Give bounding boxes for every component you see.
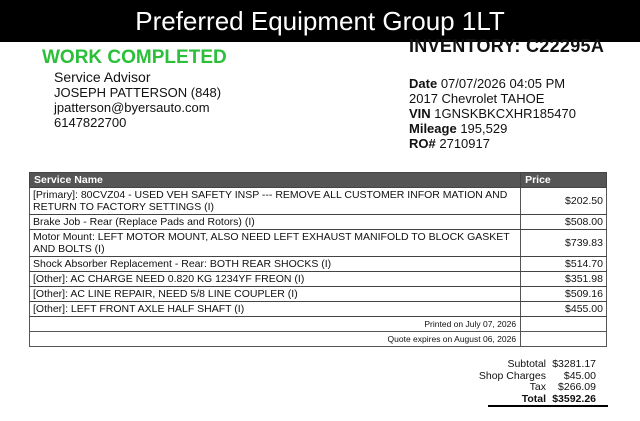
service-price-cell: $514.70 [521,257,607,272]
expires-note: Quote expires on August 06, 2026 [30,332,521,347]
total-line [470,394,596,406]
column-header-price: Price [521,173,607,188]
advisor-title: Service Advisor [54,69,151,85]
vin-label: VIN [409,106,431,121]
service-name-cell: [Primary]: 80CVZ04 - USED VEH SAFETY INSP --- REMOVE ALL CUSTOMER INFOR MATION AND RETURN TO FACTORY SETTINGS (I) [30,188,521,215]
mileage-line [409,121,576,136]
date-line [409,76,576,91]
ro-value: 2710917 [439,136,490,151]
table-row [30,215,607,230]
printed-note: Printed on July 07, 2026 [30,317,521,332]
service-name-cell: Shock Absorber Replacement - Rear: BOTH REAR SHOCKS (I) [30,257,521,272]
vin-value: 1GNSKBKCXHR185470 [434,106,576,121]
subtotal-line [470,359,596,371]
table-row [30,302,607,317]
status-label: WORK COMPLETED [42,47,227,68]
empty-cell [521,332,607,347]
table-row [30,272,607,287]
table-row [30,257,607,272]
date-label: Date [409,76,438,91]
service-advisor-block [54,70,221,130]
subtotal-value: $3281.17 [552,358,596,370]
service-name-cell: [Other]: AC CHARGE NEED 0.820 KG 1234YF FREON (I) [30,272,521,287]
advisor-phone: 6147822700 [54,115,127,130]
ro-line [409,136,576,151]
vin-line [409,106,576,121]
service-price-cell: $351.98 [521,272,607,287]
table-row [30,230,607,257]
service-name-cell: [Other]: AC LINE REPAIR, NEED 5/8 LINE COUPLER (I) [30,287,521,302]
service-name-cell: Motor Mount: LEFT MOTOR MOUNT, ALSO NEED LEFT EXHAUST MANIFOLD TO BLOCK GASKET AND BOLTS (I) [30,230,521,257]
date-value: 07/07/2026 04:05 PM [440,76,566,91]
table-row [30,188,607,215]
table-header-row [30,173,607,188]
service-price-cell: $509.16 [521,287,607,302]
printed-note-row [30,317,607,332]
expires-note-row [30,332,607,347]
empty-cell [521,317,607,332]
tax-line [470,382,596,394]
tax-value: $266.09 [558,381,596,393]
inventory-number: INVENTORY: C22295A [409,36,605,56]
shop-charges-label: Shop Charges [478,369,546,382]
mileage-value: 195,529 [460,121,508,136]
service-price-cell: $508.00 [521,215,607,230]
service-price-cell: $455.00 [521,302,607,317]
total-label: Total [521,392,546,405]
vehicle-info-block [409,76,576,151]
total-divider [488,405,608,407]
ro-label: RO# [409,136,436,151]
mileage-label: Mileage [409,121,457,136]
service-name-cell: [Other]: LEFT FRONT AXLE HALF SHAFT (I) [30,302,521,317]
vehicle-model: 2017 Chevrolet TAHOE [409,91,545,106]
total-value: $3592.26 [552,392,596,405]
column-header-service-name: Service Name [30,173,521,188]
shop-charges-value: $45.00 [563,369,596,382]
totals-block [470,359,596,405]
page-title: Preferred Equipment Group 1LT [135,5,505,36]
tax-label: Tax [529,381,546,393]
advisor-name: JOSEPH PATTERSON (848) [54,85,222,100]
advisor-email: jpatterson@byersauto.com [54,100,210,115]
service-name-cell: Brake Job - Rear (Replace Pads and Rotors) (I) [30,215,521,230]
table-row [30,287,607,302]
service-price-cell: $739.83 [521,230,607,257]
services-table [29,172,607,347]
subtotal-label: Subtotal [507,358,546,370]
service-price-cell: $202.50 [521,188,607,215]
